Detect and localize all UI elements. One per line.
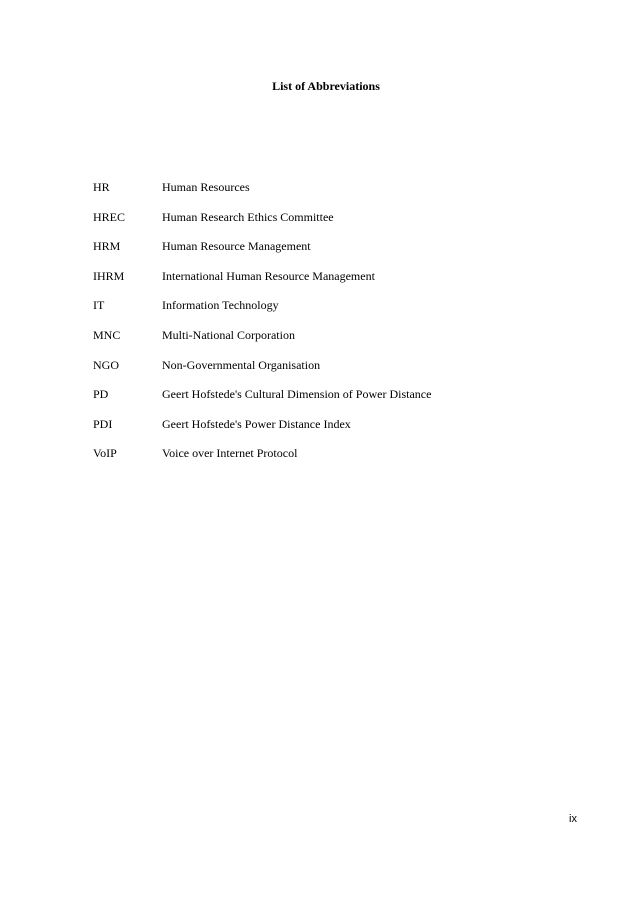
abbreviation-definition: International Human Resource Management <box>162 268 375 283</box>
abbreviation-term: HREC <box>93 209 126 224</box>
abbreviation-row <box>93 238 573 268</box>
abbreviation-row <box>93 268 573 298</box>
abbreviation-row <box>93 327 573 357</box>
abbreviation-row <box>93 297 573 327</box>
page-title: List of Abbreviations <box>272 79 380 93</box>
abbreviation-term: IHRM <box>93 268 125 283</box>
abbreviation-row <box>93 179 573 209</box>
abbreviation-row <box>93 416 573 446</box>
abbreviation-definition: Geert Hofstede's Cultural Dimension of Power Distance <box>162 387 432 402</box>
abbreviation-definition: Geert Hofstede's Power Distance Index <box>162 416 351 431</box>
abbreviation-term: VoIP <box>93 446 117 461</box>
abbreviation-definition: Information Technology <box>162 298 279 313</box>
abbreviation-list <box>93 179 573 475</box>
abbreviation-row <box>93 357 573 387</box>
abbreviation-definition: Human Research Ethics Committee <box>162 209 334 224</box>
abbreviation-row <box>93 209 573 239</box>
abbreviation-definition: Human Resources <box>162 180 250 194</box>
abbreviation-definition: Non-Governmental Organisation <box>162 357 321 372</box>
abbreviation-term: HR <box>93 180 110 194</box>
abbreviation-definition: Voice over Internet Protocol <box>162 446 298 461</box>
page-number: ix <box>569 813 577 825</box>
abbreviation-term: NGO <box>93 357 119 372</box>
abbreviation-row <box>93 445 573 475</box>
abbreviation-term: PD <box>93 387 109 402</box>
abbreviation-term: MNC <box>93 327 121 342</box>
abbreviation-definition: Multi-National Corporation <box>162 327 295 342</box>
abbreviation-term: IT <box>93 298 105 313</box>
abbreviation-term: PDI <box>93 416 113 431</box>
abbreviation-term: HRM <box>93 239 121 254</box>
abbreviation-definition: Human Resource Management <box>162 239 311 254</box>
abbreviation-row <box>93 386 573 416</box>
